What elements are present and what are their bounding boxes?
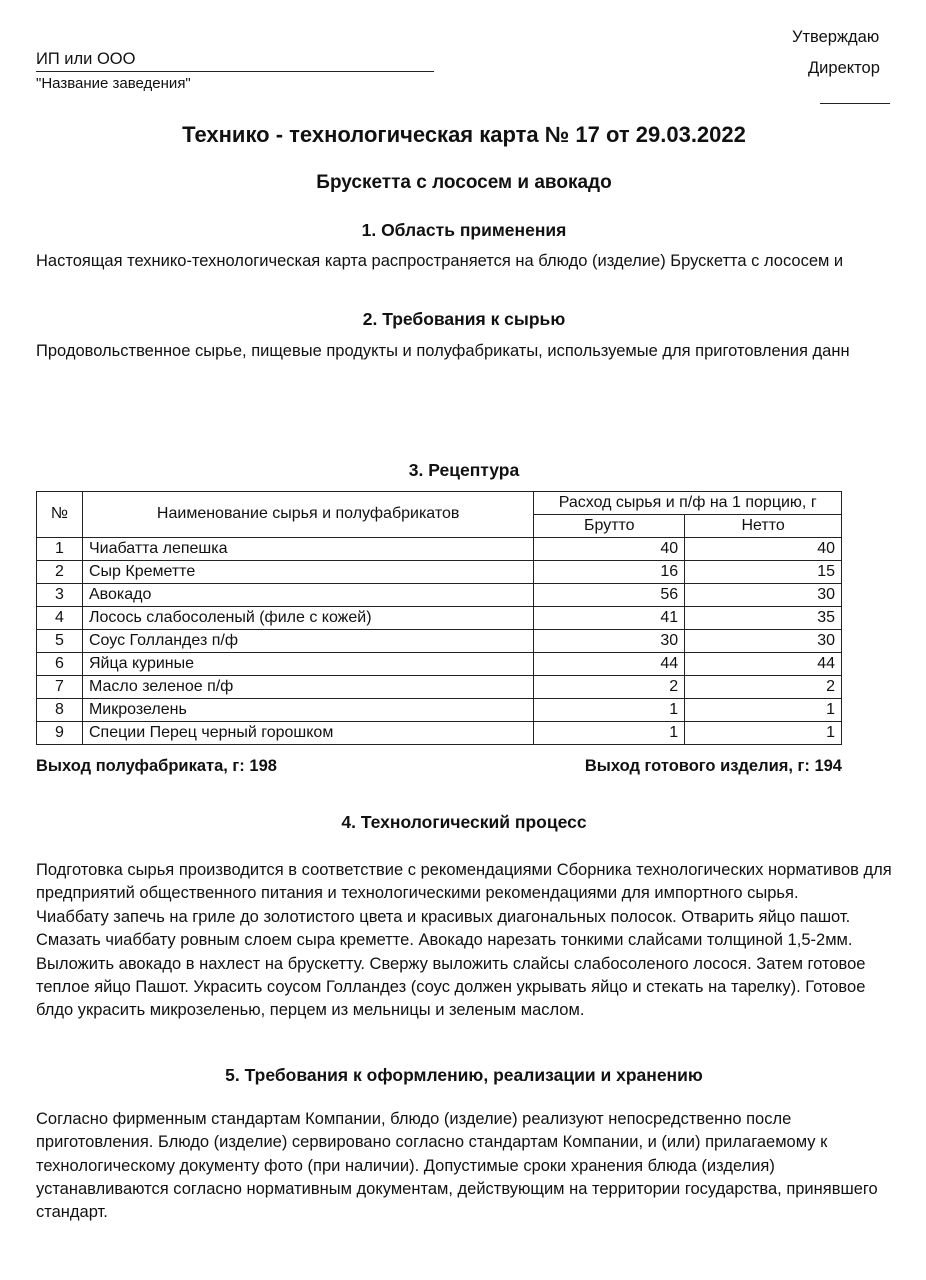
table-row	[37, 583, 842, 606]
row-number: 6	[37, 652, 83, 675]
gross-value: 1	[534, 721, 685, 744]
document-header	[36, 28, 892, 104]
ingredient-name: Лосось слабосоленый (филе с кожей)	[82, 606, 533, 629]
table-row	[37, 606, 842, 629]
net-value: 40	[685, 537, 842, 560]
dish-name: Брускетта с лососем и авокадо	[316, 172, 612, 193]
organization-block	[36, 28, 456, 92]
organization-type-line: ИП или ООО	[36, 50, 434, 72]
table-row	[37, 560, 842, 583]
approval-block	[792, 28, 892, 104]
net-value: 1	[685, 698, 842, 721]
yields-row	[36, 757, 842, 776]
net-value: 44	[685, 652, 842, 675]
ingredient-name: Авокадо	[82, 583, 533, 606]
gross-value: 2	[534, 675, 685, 698]
section-4-paragraph: Подготовка сырья производится в соответствие с рекомендациями Сборника технологических нормативов для предприятий общественного питания и технологическими рекомендациями для импортного сырья.	[36, 860, 892, 903]
row-number: 3	[37, 583, 83, 606]
recipe-table	[36, 491, 842, 745]
approver-title: Директор	[808, 59, 880, 77]
table-row	[37, 537, 842, 560]
ready-product-yield: Выход готового изделия, г: 194	[584, 756, 842, 775]
section-1-text: Настоящая технико-технологическая карта распространяется на блюдо (изделие) Брускетта с лососем и	[36, 252, 844, 270]
row-number: 1	[37, 537, 83, 560]
net-value: 1	[685, 721, 842, 744]
row-number: 8	[37, 698, 83, 721]
section-4-paragraph: Чиаббату запечь на гриле до золотистого цвета и красивых диагональных полосок. Отварить яйцо пашот. Смазать чиаббату ровным слоем сыра креметте. Авокадо нарезать тонкими слайсами толщиной 1,5-2мм. Выложить авокадо в нахлест на брускетту. Свержу выложить слайсы слабосоленого лосося. Затем готовое теплое яйцо Пашот. Украсить соусом Голландез (соус должен укрывать яйцо и стекать на тарелку). Готовое блдо украсить микрозеленью, перцем из мельницы и зеленым маслом.	[36, 907, 866, 1020]
net-value: 30	[685, 629, 842, 652]
document-title: Технико - технологическая карта № 17 от 29.03.2022	[182, 122, 746, 147]
row-number: 7	[37, 675, 83, 698]
table-row	[37, 698, 842, 721]
section-4-text	[36, 859, 902, 1023]
gross-value: 16	[534, 560, 685, 583]
table-header-row-group	[37, 491, 842, 514]
row-number: 5	[37, 629, 83, 652]
gross-value: 30	[534, 629, 685, 652]
section-2-heading: 2. Требования к сырью	[362, 309, 566, 330]
ingredient-name: Специи Перец черный горошком	[82, 721, 533, 744]
ingredient-name: Соус Голландез п/ф	[82, 629, 533, 652]
column-header-net: Нетто	[685, 514, 842, 537]
table-row	[37, 675, 842, 698]
section-5-heading: 5. Требования к оформлению, реализации и хранению	[225, 1064, 703, 1085]
ingredient-name: Чиабатта лепешка	[82, 537, 533, 560]
ingredient-name: Микрозелень	[82, 698, 533, 721]
column-header-ingredient: Наименование сырья и полуфабрикатов	[82, 491, 533, 537]
ingredient-name: Масло зеленое п/ф	[82, 675, 533, 698]
ingredient-name: Сыр Креметте	[82, 560, 533, 583]
section-1-heading: 1. Область применения	[361, 220, 567, 240]
column-header-number: №	[37, 491, 83, 537]
approval-label: Утверждаю	[792, 28, 880, 46]
gross-value: 56	[534, 583, 685, 606]
row-number: 9	[37, 721, 83, 744]
section-4-heading: 4. Технологический процесс	[341, 811, 587, 832]
table-row	[37, 629, 842, 652]
table-row	[37, 652, 842, 675]
row-number: 4	[37, 606, 83, 629]
semi-finished-yield: Выход полуфабриката, г: 198	[36, 756, 277, 775]
gross-value: 1	[534, 698, 685, 721]
gross-value: 44	[534, 652, 685, 675]
ingredient-name: Яйца куриные	[82, 652, 533, 675]
row-number: 2	[37, 560, 83, 583]
table-row	[37, 721, 842, 744]
section-2-text: Продовольственное сырье, пищевые продукты и полуфабрикаты, используемые для приготовления данн	[36, 342, 850, 361]
section-3-heading: 3. Рецептура	[408, 459, 520, 480]
organization-name: "Название заведения"	[36, 75, 191, 92]
gross-value: 40	[534, 537, 685, 560]
column-header-consumption-group: Расход сырья и п/ф на 1 порцию, г	[534, 491, 842, 514]
gross-value: 41	[534, 606, 685, 629]
net-value: 35	[685, 606, 842, 629]
net-value: 30	[685, 583, 842, 606]
section-5-text: Согласно фирменным стандартам Компании, блюдо (изделие) реализуют непосредственно после приготовления. Блюдо (изделие) сервировано согласно стандартам Компании, и (или) прилагаемому к технологическому документу фото (при наличии). Допустимые сроки хранения блюда (изделия) устанавливаются согласно нормативным документам, действующим на территории государства, принявшего стандарт.	[36, 1109, 878, 1222]
net-value: 2	[685, 675, 842, 698]
net-value: 15	[685, 560, 842, 583]
signature-line	[820, 78, 890, 104]
column-header-gross: Брутто	[534, 514, 685, 537]
